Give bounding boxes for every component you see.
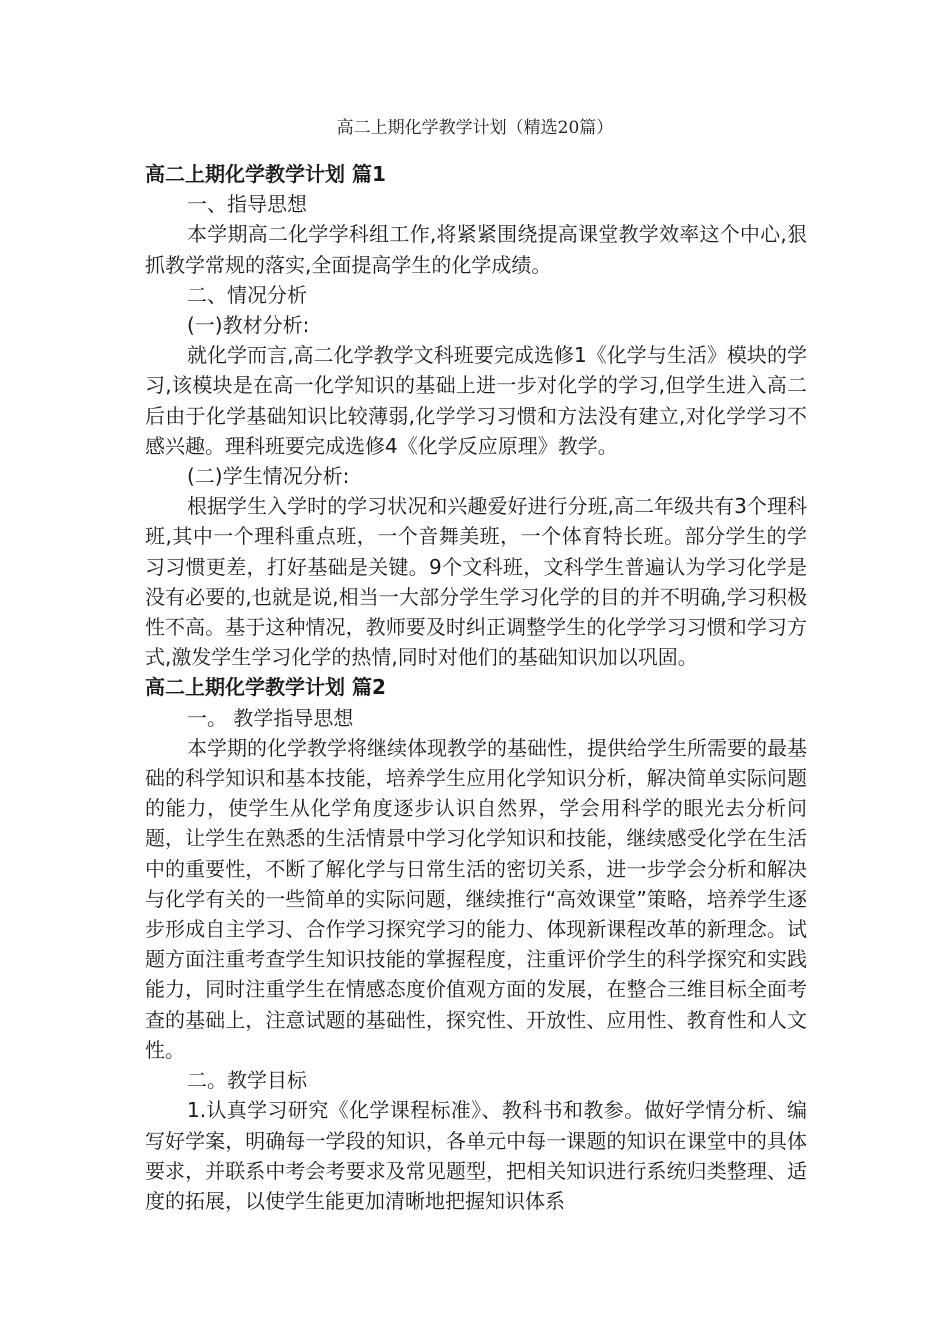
subheading-student-analysis: (二)学生情况分析:: [187, 464, 350, 489]
subheading-textbook-analysis: (一)教材分析:: [187, 313, 310, 338]
section-heading-2: 高二上期化学教学计划 篇2: [145, 675, 386, 700]
document-body: [145, 159, 807, 1216]
paragraph-textbook-analysis: 就化学而言,高二化学教学文科班要完成选修1《化学与生活》模块的学习,该模块是在高一化学知识的基础上进一步对化学的学习,但学生进入高二后由于化学基础知识比较薄弱,化学学习习惯和方法没有建立,对化学学习不感兴趣。理科班要完成选修4《化学反应原理》教学。: [145, 343, 807, 458]
subheading-teaching-ideology: 一。 教学指导思想: [187, 705, 354, 730]
subheading-teaching-goals: 二。教学目标: [187, 1068, 307, 1093]
paragraph-student-analysis: 根据学生入学时的学习状况和兴趣爱好进行分班,高二年级共有3个理科班,其中一个理科重点班，一个音舞美班，一个体育特长班。部分学生的学习习惯更差，打好基础是关键。9个文科班，文科学生普遍认为学习化学是没有必要的,也就是说,相当一大部分学生学习化学的目的并不明确,学习积极性不高。基于这种情况，教师要及时纠正调整学生的化学学习习惯和学习方式,激发学生学习化学的热情,同时对他们的基础知识加以巩固。: [145, 494, 807, 670]
subheading-situation-analysis: 二、情况分析: [187, 282, 307, 307]
paragraph-guiding-ideology: 本学期高二化学学科组工作,将紧紧围绕提高课堂教学效率这个中心,狠抓教学常规的落实,全面提高学生的化学成绩。: [145, 222, 807, 277]
document-title: 高二上期化学教学计划（精选20篇）: [336, 118, 614, 138]
subheading-guiding-ideology: 一、指导思想: [187, 192, 307, 217]
paragraph-teaching-ideology: 本学期的化学教学将继续体现教学的基础性，提供给学生所需要的最基础的科学知识和基本技能，培养学生应用化学知识分析，解决简单实际问题的能力，使学生从化学角度逐步认识自然界，学会用科学的眼光去分析问题，让学生在熟悉的生活情景中学习化学知识和技能，继续感受化学在生活中的重要性，不断了解化学与日常生活的密切关系，进一步学会分析和解决与化学有关的一些简单的实际问题，继续推行“高效课堂”策略，培养学生逐步形成自主学习、合作学习探究学习的能力、体现新课程改革的新理念。试题方面注重考查学生知识技能的掌握程度，注重评价学生的科学探究和实践能力，同时注重学生在情感态度价值观方面的发展，在整合三维目标全面考查的基础上，注意试题的基础性，探究性、开放性、应用性、教育性和人文性。: [145, 735, 807, 1062]
section-heading-1: 高二上期化学教学计划 篇1: [145, 162, 386, 186]
paragraph-teaching-goals: 1.认真学习研究《化学课程标准》、教科书和教参。做好学情分析、编写好学案，明确每一学段的知识，各单元中每一课题的知识在课堂中的具体要求，并联系中考会考要求及常见题型，把相关知识进行系统归类整理、适度的拓展，以使学生能更加清晰地把握知识体系: [145, 1098, 807, 1213]
